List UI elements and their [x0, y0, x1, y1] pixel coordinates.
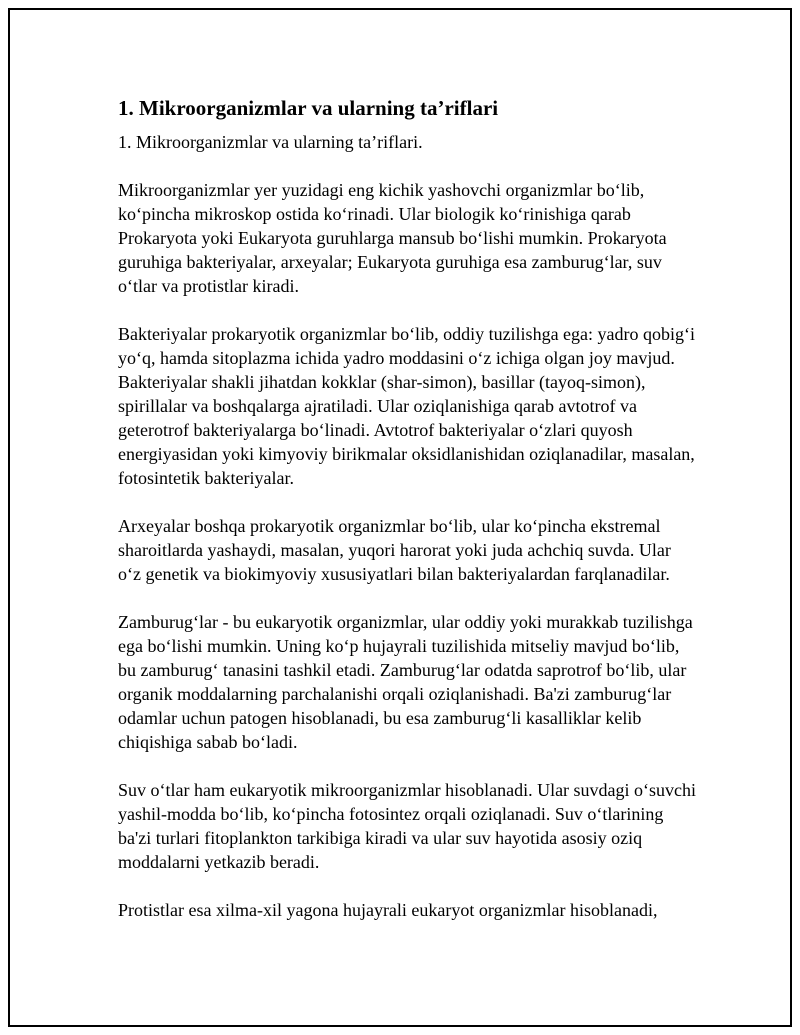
paragraph-algae: Suv o‘tlar ham eukaryotik mikroorganizmlar hisoblanadi. Ular suvdagi o‘suvchi yashil-modda bo‘lib, ko‘pincha fotosintez orqali oziqlanadi. Suv o‘tlarining ba'zi turlari fitoplankton tarkibiga kiradi va ular suv hayotida asosiy oziq moddalarni yetkazib beradi. — [118, 780, 697, 872]
page-title: 1. Mikroorganizmlar va ularning ta’riflari — [118, 96, 499, 120]
paragraph-archaea: Arxeyalar boshqa prokaryotik organizmlar bo‘lib, ular ko‘pincha ekstremal sharoitlarda yashaydi, masalan, yuqori harorat yoki juda achchiq suvda. Ular o‘z genetik va biokimyoviy xususiyatlari bilan bakteriyalardan farqlanadilar. — [118, 516, 671, 584]
paragraph-fungi: Zamburug‘lar - bu eukaryotik organizmlar, ular oddiy yoki murakkab tuzilishga ega bo‘lishi mumkin. Uning ko‘p hujayrali tuzilishida mitseliy mavjud bo‘lib, bu zamburug‘ tanasini tashkil etadi. Zamburug‘lar odatda saprotrof bo‘lib, ular organik moddalarning parchalanishi orqali oziqlanishadi. Ba'zi zamburug‘lar odamlar uchun patogen hisoblanadi, bu esa zamburug‘li kasalliklar kelib chiqishiga sabab bo‘ladi. — [118, 612, 693, 752]
document-page — [8, 8, 792, 1027]
paragraph-bacteria: Bakteriyalar prokaryotik organizmlar bo‘lib, oddiy tuzilishga ega: yadro qobig‘i yo‘q, hamda sitoplazma ichida yadro moddasini o‘z ichiga olgan joy mavjud. Bakteriyalar shakli jihatdan kokklar (shar-simon), basillar (tayoq-simon), spirillalar va boshqalarga ajratiladi. Ular oziqlanishiga qarab avtotrof va geterotrof bakteriyalarga bo‘linadi. Avtotrof bakteriyalar o‘zlari quyosh energiyasidan yoki kimyoviy birikmalar oksidlanishidan oziqlanadilar, masalan, fotosintetik bakteriyalar. — [118, 324, 696, 488]
paragraph-protists: Protistlar esa xilma-xil yagona hujayrali eukaryot organizmlar hisoblanadi, — [118, 900, 658, 920]
document-subtitle: 1. Mikroorganizmlar va ularning ta’riflari. — [118, 132, 423, 152]
document-body — [118, 94, 698, 946]
paragraph-overview: Mikroorganizmlar yer yuzidagi eng kichik yashovchi organizmlar bo‘lib, ko‘pincha mikroskop ostida ko‘rinadi. Ular biologik ko‘rinishiga qarab Prokaryota yoki Eukaryota guruhlarga mansub bo‘lishi mumkin. Prokaryota guruhiga bakteriyalar, arxeyalar; Eukaryota guruhiga esa zamburug‘lar, suv o‘tlar va protistlar kiradi. — [118, 180, 667, 296]
